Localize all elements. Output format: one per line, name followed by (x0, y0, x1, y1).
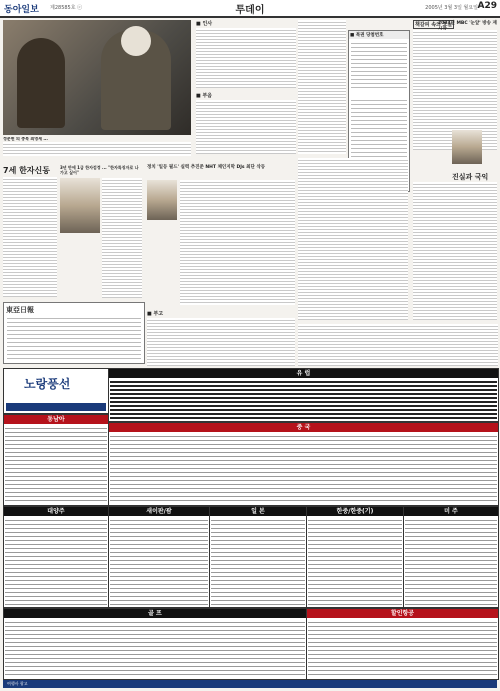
ad-china[interactable] (108, 422, 499, 506)
ad-oceania-title: 대양주 (4, 507, 108, 516)
commentary-subtitle: 2003년 MBC '눈앞' 방송 재 (438, 21, 497, 26)
news-photo (3, 20, 191, 135)
middle-news-body (298, 158, 408, 320)
right-news-body (298, 324, 498, 366)
middle-column (298, 20, 346, 154)
ad-americas-title: 미 주 (404, 507, 498, 516)
ad-americas[interactable] (403, 506, 499, 608)
lottery-box-title: ■ 복권 당첨번호 (349, 31, 409, 39)
newspaper-logo: 東亞日報 (6, 306, 34, 314)
election-body (147, 318, 295, 366)
kid-caption: 3년 만에 1급 한자검정 ... "한자특징자로 나가고 싶어" (60, 165, 139, 175)
column-body (3, 177, 57, 297)
ad-golf-title: 골 프 (4, 609, 306, 618)
page-header (0, 0, 500, 18)
photo-person-left (17, 38, 65, 128)
ad-japan-title: 일 본 (210, 507, 306, 516)
ad-southeast-asia-title: 동남아 (4, 415, 108, 424)
obituary-heading: ■ 부음 (196, 93, 213, 99)
ad-korea-china[interactable] (306, 506, 404, 608)
person-body (196, 28, 296, 88)
ad-saipan-guam-title: 새이판/괌 (109, 507, 209, 516)
obituary-body (196, 100, 296, 154)
ad-southeast-asia[interactable] (3, 414, 109, 506)
essay-body (413, 182, 497, 320)
ad-golf[interactable] (3, 608, 307, 680)
ad-europe[interactable] (108, 368, 499, 422)
ad-japan[interactable] (209, 506, 307, 608)
publication-name: 동아일보 (4, 5, 39, 15)
ad-discount-air[interactable] (306, 608, 499, 680)
person-heading: ■ 인사 (196, 21, 213, 27)
election-heading: ■ 부고 (147, 311, 164, 317)
ads-footer: 여행사 광고 (3, 680, 497, 688)
column-title: 7세 한자신동 (3, 166, 50, 175)
photo-caption: 정문헌 의 충북 최영세 ... (3, 137, 48, 141)
essay-title: 진실과 국익 (452, 173, 489, 181)
commentary-photo (452, 130, 482, 164)
ad-korea-china-title: 한중/한중(기) (307, 507, 403, 516)
kid-article-body (102, 178, 142, 298)
ad-saipan-guam[interactable] (108, 506, 210, 608)
sponsor-logo-box (3, 368, 109, 414)
ad-china-title: 중 국 (109, 423, 498, 432)
commentary-tag: 책갈피 속의 오늘 (415, 22, 453, 28)
kid-photo (60, 178, 100, 233)
news-heading: 정치 '일등 필드' 실력 추진준 NHT 체인지막 DJs 최단 삭등 (147, 165, 266, 170)
issue-date: 2005년 3월 3일 월요일 (425, 5, 478, 11)
news-body (180, 180, 295, 305)
sponsor-logo: 노랑풍선 (24, 377, 71, 391)
ad-discount-air-title: 할인항공 (307, 609, 498, 618)
section-title: 투데이 (235, 5, 265, 16)
news-photo-small (147, 180, 177, 220)
ad-oceania[interactable] (3, 506, 109, 608)
page-number: A29 (477, 1, 497, 11)
newspaper-logo-box (3, 302, 145, 364)
issue-number: 제28585호 ⓒ (50, 5, 83, 11)
ad-europe-title: 유 럽 (109, 369, 498, 378)
